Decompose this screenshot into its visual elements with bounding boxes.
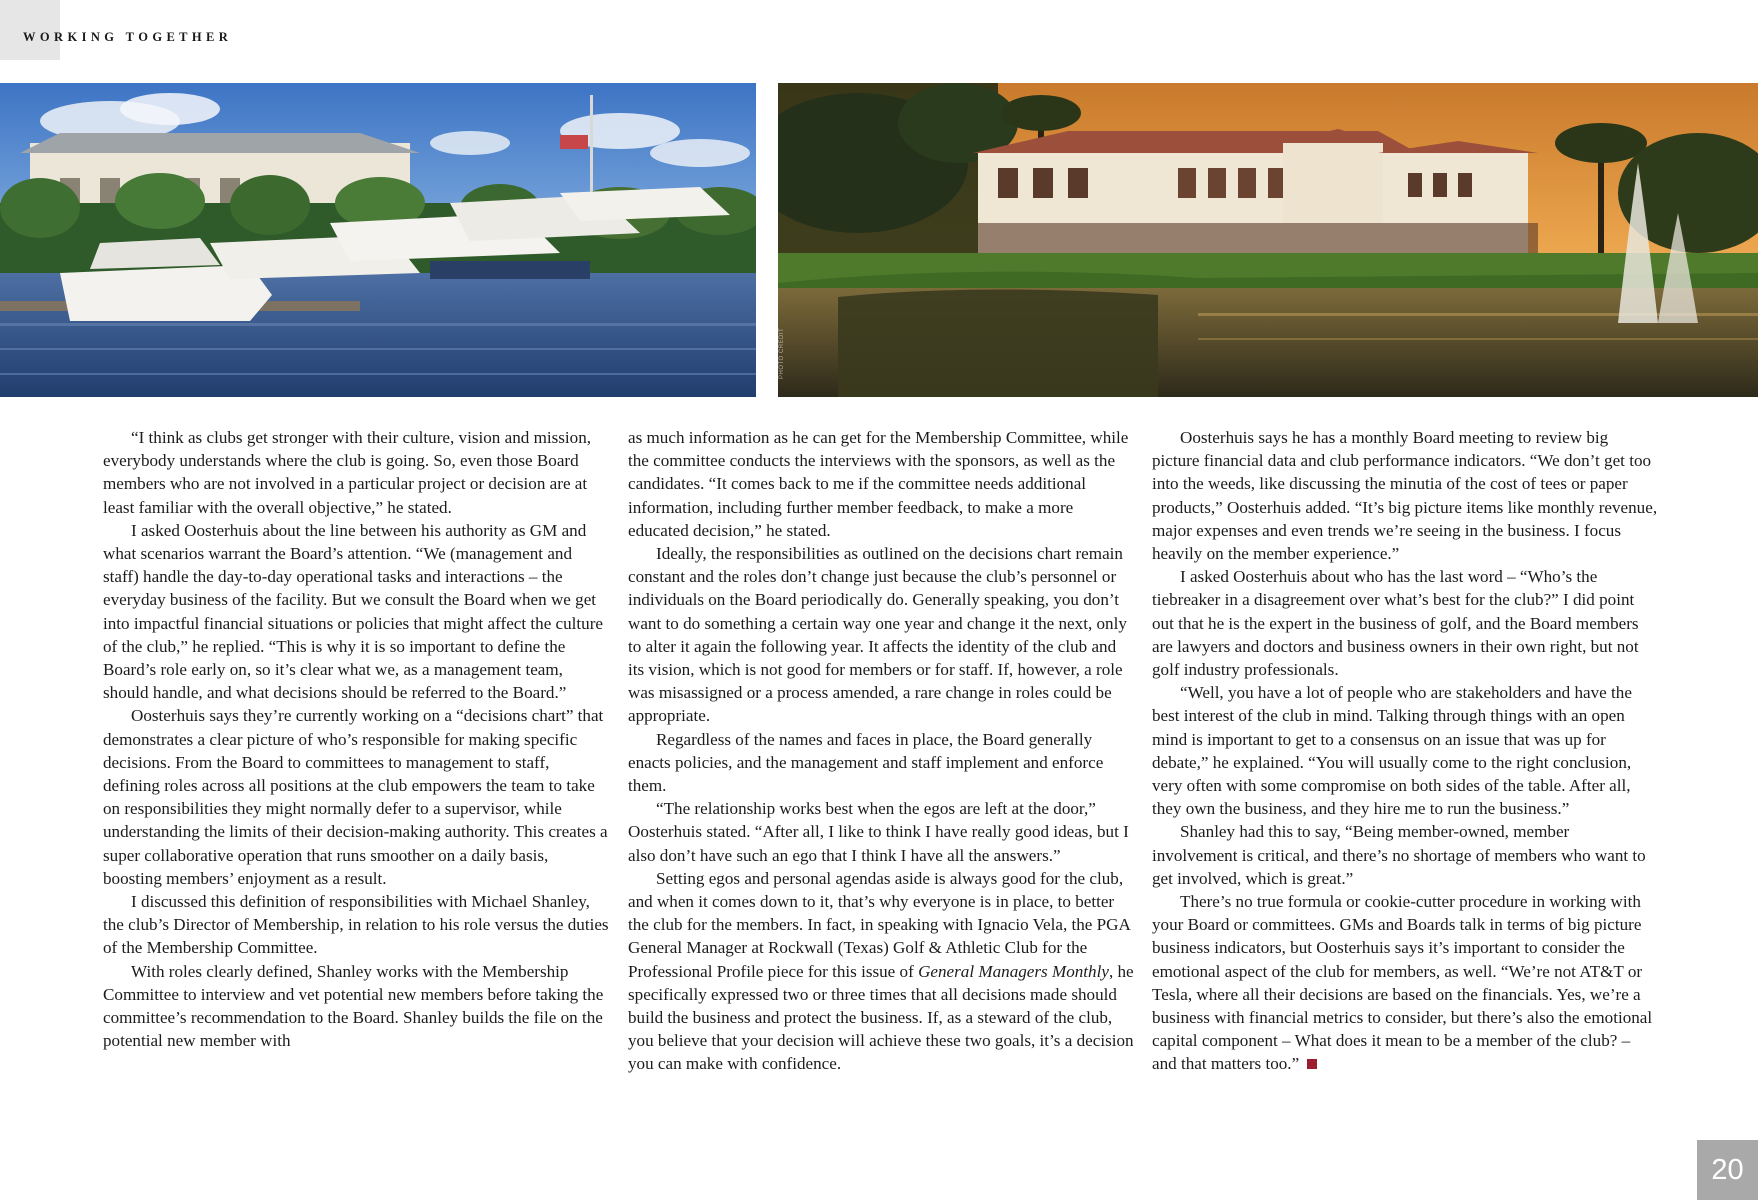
marina-illustration <box>0 83 756 397</box>
paragraph: “The relationship works best when the egos are left at the door,” Oosterhuis stated. “After all, I like to think I have really good ideas, but I also don’t have such an ego that I think I have all the answers.” <box>628 799 1129 865</box>
paragraph-text: Setting egos and personal agendas aside is always good for the club, and when it comes down to it, that’s why everyone is in place, to better the club for the members. In fact, in speaking with Ignacio Vela, the PGA General Manager at Rockwall (Texas) Golf & Athletic Club for the Professional Profile piece for this issue of <box>628 868 1130 981</box>
publication-title: General Managers Monthly <box>918 961 1109 981</box>
page-number: 20 <box>1697 1140 1758 1200</box>
paragraph: I discussed this definition of responsibilities with Michael Shanley, the club’s Director of Membership, in relation to his role versus the duties of the Membership Committee. <box>103 892 609 958</box>
paragraph: With roles clearly defined, Shanley works with the Membership Committee to interview and vet potential new members before taking the committee’s recommendation to the Board. Shanley builds the file on the potential new member with <box>103 961 604 1051</box>
paragraph: Shanley had this to say, “Being member-owned, member involvement is critical, and there’s no shortage of members who want to get involved, which is great.” <box>1152 822 1646 888</box>
paragraph <box>1152 890 1658 1076</box>
marina-photo <box>0 83 756 397</box>
paragraph <box>628 867 1134 1076</box>
section-label: WORKING TOGETHER <box>23 30 233 44</box>
paragraph-text: There’s no true formula or cookie-cutter procedure in working with your Board or committees. GMs and Boards talk in terms of big picture business indicators, but Oosterhuis says it’s important to consider the emotional aspect of the club for members, as well. “We’re not AT&T or Tesla, where all their decisions are based on the financials. Yes, we’re a business with financial metrics to consider, but there’s also the emotional capital component – What does it mean to be a member of the club? – and that matters too.” <box>1152 892 1653 1074</box>
paragraph: as much information as he can get for the Membership Committee, while the committee conducts the interviews with the sponsors, as well as the candidates. “It comes back to me if the committee needs additional information, including further member feedback, to make a more educated decision,” he stated. <box>628 428 1129 540</box>
paragraph: I asked Oosterhuis about the line between his authority as GM and what scenarios warrant the Board’s attention. “We (management and staff) handle the day-to-day operational tasks and interactions – the everyday business of the facility. But we consult the Board when we get into impactful financial situations or policies that might affect the culture of the club,” he replied. “This is why it is so important to define the Board’s role early on, so it’s clear what we, as a management team, should handle, and what decisions should be referred to the Board.” <box>103 520 604 703</box>
photo-credit: PHOTO CREDIT <box>779 327 785 379</box>
paragraph: Ideally, the responsibilities as outlined on the decisions chart remain constant and the roles don’t change just because the club’s personnel or individuals on the Board periodically do. Generally speaking, you don’t want to do something a certain way one year and change it the next, only to alter it again the following year. It affects the identity of the club and its vision, which is not good for members or for staff. If, however, a role was misassigned or a process amended, a rare change in roles could be appropriate. <box>628 544 1127 726</box>
article-column-2 <box>628 426 1134 1076</box>
article-column-1 <box>103 426 609 1052</box>
paragraph-text: , he specifically expressed two or three times that all decisions made should build the business and protect the business. If, as a steward of the club, you believe that your decision will achieve these two goals, it’s a decision you can make with confidence. <box>628 961 1134 1074</box>
end-of-article-mark <box>1307 1059 1317 1069</box>
paragraph: “Well, you have a lot of people who are stakeholders and have the best interest of the club in mind. Talking through things with an open mind is important to get to a consensus on an issue that was up for debate,” he explained. “You will usually come to the right conclusion, very often with some compromise on both sides of the table. After all, they own the business, and they hire me to run the business.” <box>1152 683 1632 819</box>
clubhouse-illustration <box>778 83 1758 397</box>
article-column-3 <box>1152 426 1658 1076</box>
paragraph: Oosterhuis says they’re currently working on a “decisions chart” that demonstrates a clear picture of who’s responsible for making specific decisions. From the Board to committees to management to staff, defining roles across all positions at the club empowers the team to take on responsibilities they might normally defer to a supervisor, while understanding the limits of their decision-making authority. This creates a super collaborative operation that runs smoother on a daily basis, boosting members’ enjoyment as a result. <box>103 706 608 888</box>
paragraph: I asked Oosterhuis about who has the last word – “Who’s the tiebreaker in a disagreement over what’s best for the club?” I did point out that he is the expert in the business of golf, and the Board members are lawyers and doctors and business owners in their own right, but not golf industry professionals. <box>1152 567 1639 680</box>
clubhouse-photo <box>778 83 1758 397</box>
paragraph: Oosterhuis says he has a monthly Board meeting to review big picture financial data and club performance indicators. “We don’t get too into the weeds, like discussing the minutia of the cost of tees or paper products,” Oosterhuis added. “It’s big picture items like monthly revenue, major expenses and even trends we’re seeing in the business. I focus heavily on the member experience.” <box>1152 428 1658 564</box>
paragraph: “I think as clubs get stronger with their culture, vision and mission, everybody understands where the club is going. So, even those Board members who are not involved in a particular project or decision are at least familiar with the overall objective,” he stated. <box>103 428 592 517</box>
paragraph: Regardless of the names and faces in place, the Board generally enacts policies, and the management and staff implement and enforce them. <box>628 729 1104 796</box>
